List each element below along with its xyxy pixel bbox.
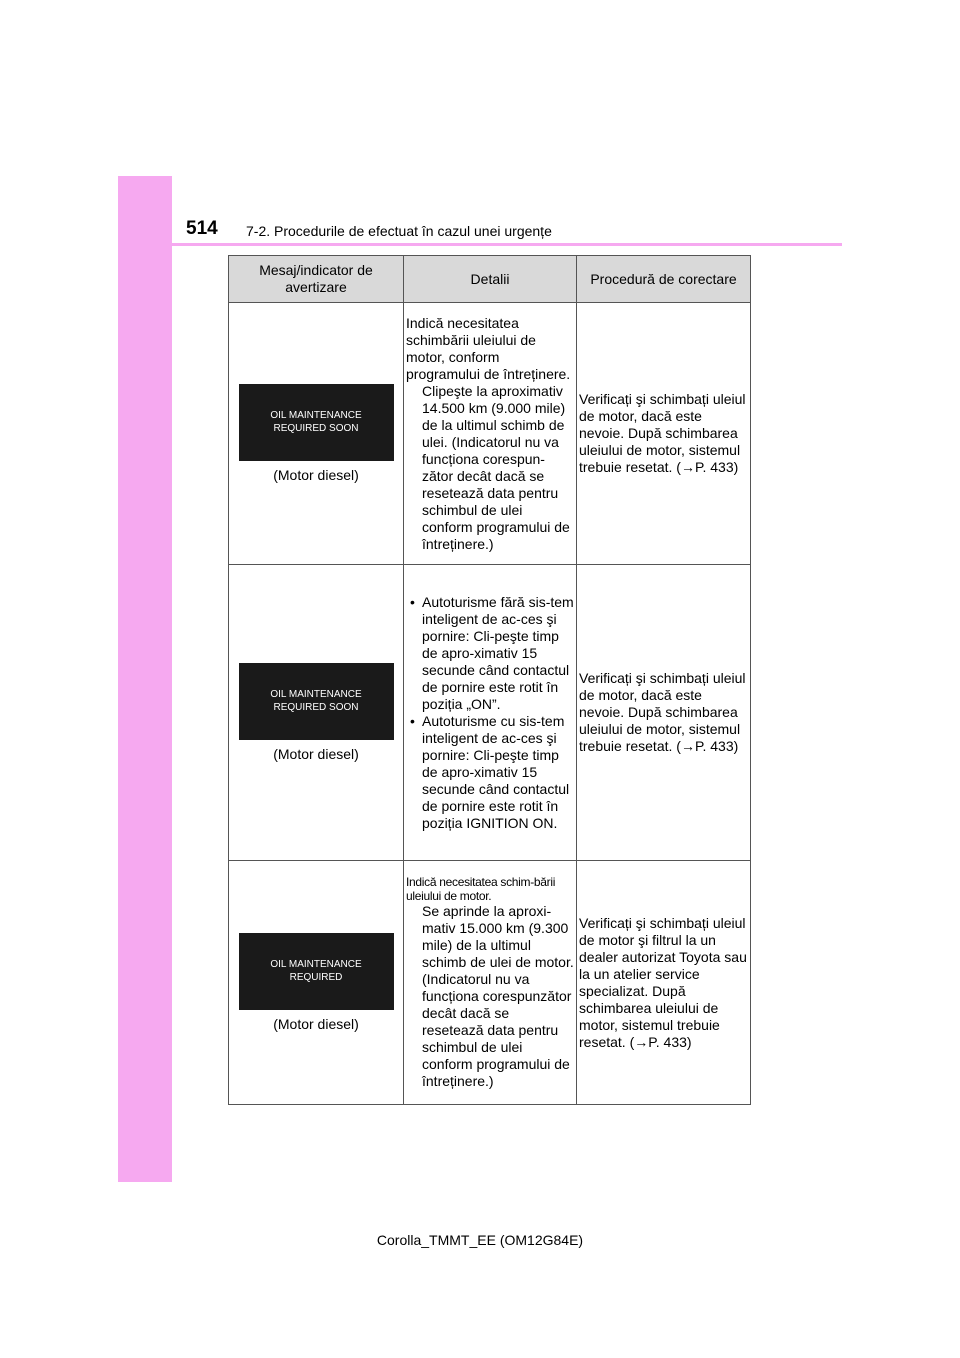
screen-text-line: OIL MAINTENANCE [270,410,362,421]
details-cell [404,303,577,565]
table-row [229,565,751,861]
screen-text-line: OIL MAINTENANCE [270,689,362,700]
page-number: 514 [186,218,218,239]
details-bullet: • Autoturisme cu sis-tem inteligent de ac-ces şi pornire: Cli-peşte timp de apro-ximativ 15 secunde când contactul de pornire este rotit în poziția IGNITION ON. [406,713,574,832]
display-screen-image [239,384,394,461]
section-title: 7-2. Procedurile de efectuat în cazul unei urgențe [246,223,552,239]
column-header: Mesaj/indicator de avertizare [229,256,404,303]
display-screen-image [239,933,394,1010]
table-row [229,861,751,1105]
details-bullet: • Autoturisme fără sis-tem inteligent de ac-ces şi pornire: Cli-peşte timp de apro-ximativ 15 secunde când contactul de pornire este rotit în poziția „ON”. [406,594,574,713]
screen-text-line: REQUIRED [289,972,343,983]
warning-image-cell [229,861,404,1105]
screen-text-line: REQUIRED SOON [273,702,359,713]
display-screen-image [239,663,394,740]
details-intro: Indică necesitatea schim-bării uleiului de motor. [406,875,556,903]
procedure-cell: Verificați şi schimbați uleiul de motor şi filtrul la un dealer autorizat Toyota sau la un atelier service specializat. După schimbarea uleiului de motor, sistemul trebuie resetat. (→P. 433) [577,861,751,1105]
details-body: Clipeşte la aproximativ 14.500 km (9.000 mile) de la ultimul schimb de ulei. (Indicatorul nu va funcționa corespun-zător decât dacă se resetează data pentru schimbul de ulei conform programului de întreținere.) [422,382,570,552]
table-row [229,303,751,565]
header-rule [118,243,842,246]
chapter-side-tab [118,176,172,1182]
details-bullet-list [406,594,574,832]
details-cell [404,861,577,1105]
column-header: Procedură de corectare [577,256,751,303]
image-caption: (Motor diesel) [273,745,359,762]
screen-text-line: REQUIRED SOON [273,423,359,434]
screen-text-line: OIL MAINTENANCE [270,959,362,970]
column-header: Detalii [404,256,577,303]
footer-document-code: Corolla_TMMT_EE (OM12G84E) [376,1232,584,1248]
image-caption: (Motor diesel) [273,466,359,483]
warning-table [228,255,751,1105]
details-intro: Indică necesitatea schimbării uleiului de motor, conform programului de întreținere. [406,314,571,382]
procedure-cell: Verificați şi schimbați uleiul de motor, dacă este nevoie. După schimbarea uleiului de motor, sistemul trebuie resetat. (→P. 433) [577,565,751,861]
image-caption: (Motor diesel) [273,1015,359,1032]
warning-image-cell [229,303,404,565]
table-header-row [229,256,751,303]
details-body: Se aprinde la aproxi-mativ 15.000 km (9.300 mile) de la ultimul schimb de ulei de motor. (Indicatorul nu va funcționa corespunzător decât dacă se resetează data pentru schimbul de ulei conform programului de întreținere.) [422,903,574,1089]
procedure-cell: Verificați şi schimbați uleiul de motor, dacă este nevoie. După schimbarea uleiului de motor, sistemul trebuie resetat. (→P. 433) [577,303,751,565]
details-cell [404,565,577,861]
warning-image-cell [229,565,404,861]
